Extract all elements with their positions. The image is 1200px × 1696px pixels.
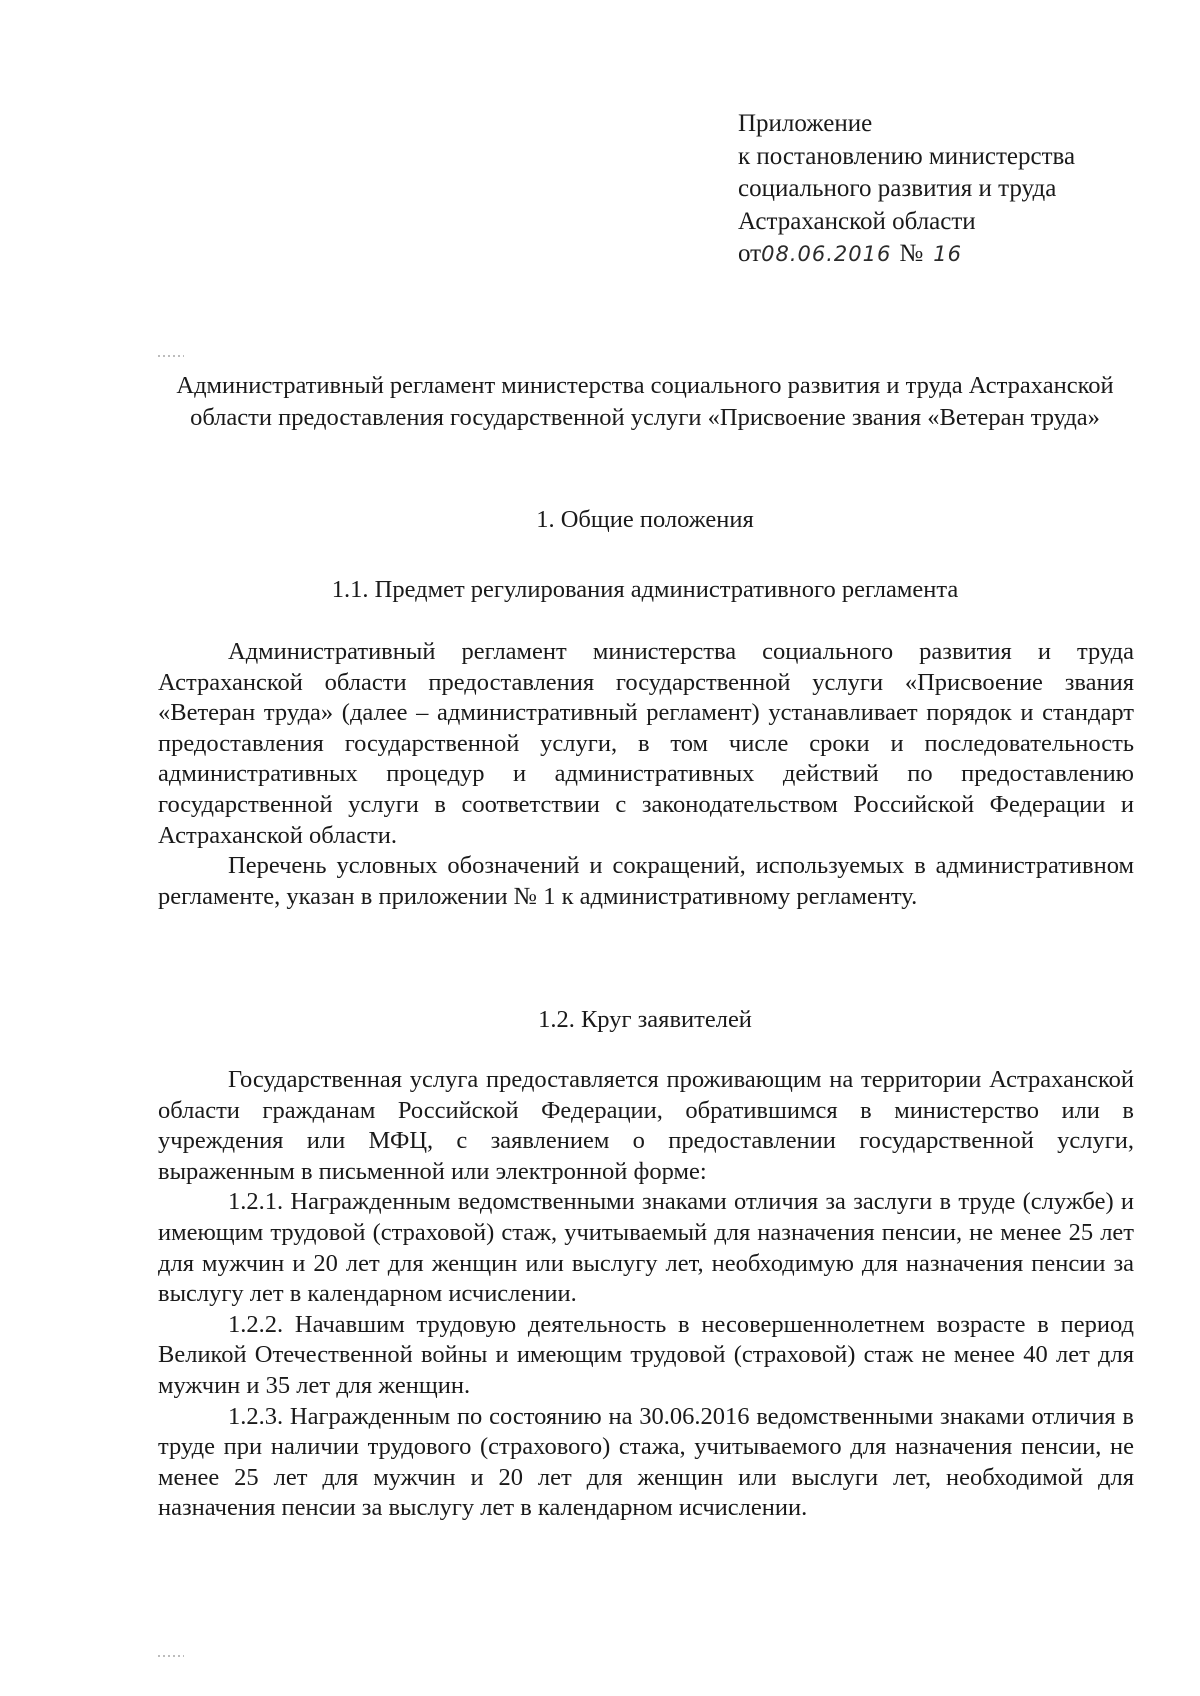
appendix-region-line: Астраханской области [738, 207, 976, 235]
subsection-1-2-body [158, 1065, 1134, 1524]
appendix-header [738, 108, 1158, 271]
subsection-1-1-heading: 1.1. Предмет регулирования административного регламента [331, 576, 959, 603]
date-prefix: от [738, 240, 762, 267]
paragraph-1-2-1: 1.2.1. Награжденным ведомственными знаками отличия за заслуги в труде (службе) и имеющим трудовой (страховой) стаж, учитываемый для назначения пенсии, не менее 25 лет для мужчин и 20 лет для женщин или выслугу лет, необходимую для назначения пенсии за выслугу лет в календарном исчислении. [158, 1188, 1134, 1308]
handwritten-number: 16 [933, 242, 962, 266]
section-1-heading: 1. Общие положения [536, 506, 754, 533]
paragraph-abbreviations: Перечень условных обозначений и сокращений, используемых в административном регламенте, указан в приложении № 1 к административному регламенту. [158, 852, 1134, 910]
paragraph-1-2-2: 1.2.2. Начавшим трудовую деятельность в несовершеннолетнем возрасте в период Великой Отечественной войны и имеющим трудовой (страховой) стаж не менее 40 лет для мужчин и 35 лет для женщин. [158, 1310, 1134, 1399]
appendix-date-line [738, 238, 1158, 271]
paragraph-1-2-3: 1.2.3. Награжденным по состоянию на 30.06.2016 ведомственными знаками отличия в труде при наличии трудового (страхового) стажа, учитываемого для назначения пенсии, не менее 25 лет для мужчин и 20 лет для женщин или выслуги лет, необходимой для назначения пенсии за выслугу лет в календарном исчислении. [158, 1402, 1134, 1522]
paragraph-regulation-subject: Административный регламент министерства социального развития и труда Астраханской области предоставления государственной услуги «Присвоение звания «Ветеран труда» (далее – административный регламент) устанавливает порядок и стандарт предоставления государственной услуги, в том числе сроки и последовательность административных процедур и административных действий по предоставлению государственной услуги в соответствии с законодательством Российской Федерации и Астраханской области. [158, 638, 1134, 849]
scan-speck [158, 355, 184, 357]
subsection-1-2-heading: 1.2. Круг заявителей [538, 1006, 752, 1033]
scan-speck [158, 1655, 184, 1657]
handwritten-date: 08.06.2016 [761, 242, 892, 266]
appendix-reference-line: к постановлению министерства [738, 142, 1076, 170]
appendix-title: Приложение [738, 110, 873, 137]
appendix-ministry-line: социального развития и труда [738, 175, 1057, 202]
document-title: Административный регламент министерства социального развития и труда Астраханской области предоставления государственной услуги «Присвоение звания «Ветеран труда» [176, 372, 1114, 431]
number-sign: № [899, 240, 924, 267]
paragraph-applicants-intro: Государственная услуга предоставляется проживающим на территории Астраханской области гражданам Российской Федерации, обратившимся в министерство или в учреждения или МФЦ, с заявлением о предоставлении государственной услуги, выраженным в письменной или электронной форме: [158, 1066, 1134, 1185]
subsection-1-1-body [158, 637, 1134, 912]
